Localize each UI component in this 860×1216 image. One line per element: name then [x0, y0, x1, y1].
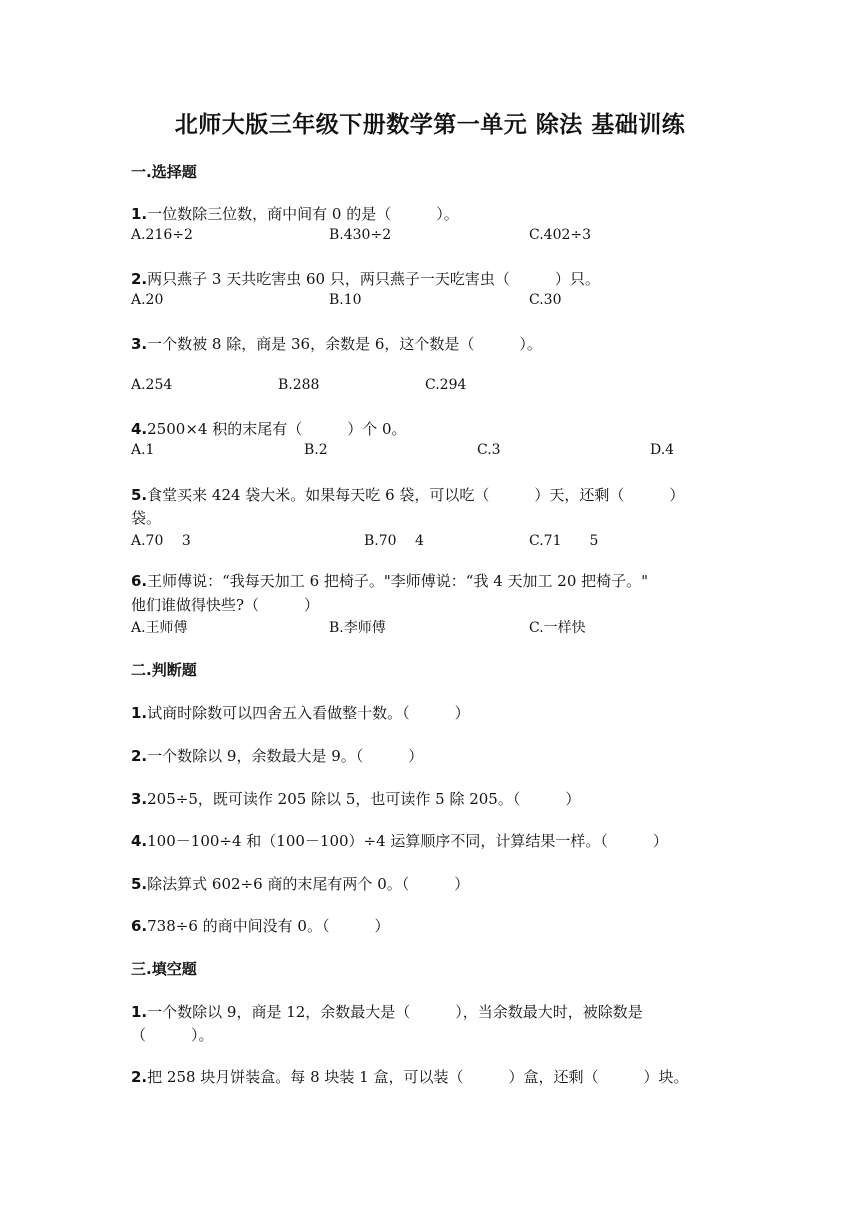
question-number: 4. — [131, 832, 148, 850]
section-heading-fill: 三.填空题 — [131, 960, 197, 978]
option-5c[interactable]: C.71 5 — [529, 533, 599, 549]
section-heading-judge: 二.判断题 — [131, 661, 197, 679]
choice-question-3 — [131, 333, 542, 354]
option-4b[interactable]: B.2 — [304, 442, 328, 458]
section-heading-choice: 一.选择题 — [131, 163, 197, 181]
fill-question-1-continued: （ ）。 — [131, 1026, 214, 1044]
question-text: 738÷6 的商中间没有 0。（ ） — [147, 917, 390, 935]
question-number: 5. — [131, 875, 148, 893]
question-text: 两只燕子 3 天共吃害虫 60 只，两只燕子一天吃害虫（ ）只。 — [147, 270, 600, 288]
option-1c[interactable]: C.402÷3 — [529, 227, 592, 243]
choice-question-6-continued: 他们谁做得快些?（ ） — [131, 596, 320, 614]
judge-question-3 — [131, 788, 580, 809]
question-text: 100－100÷4 和（100－100）÷4 运算顺序不同，计算结果一样。（ ） — [147, 832, 668, 850]
fill-question-2 — [131, 1066, 688, 1087]
question-number: 1. — [131, 1003, 148, 1021]
option-3c[interactable]: C.294 — [425, 377, 467, 393]
question-number: 3. — [131, 335, 148, 353]
judge-question-5 — [131, 873, 469, 894]
choice-question-1 — [131, 203, 459, 224]
option-1a[interactable]: A.216÷2 — [131, 227, 193, 243]
choice-question-6 — [131, 570, 648, 591]
option-3b[interactable]: B.288 — [278, 377, 320, 393]
option-4c[interactable]: C.3 — [477, 442, 501, 458]
question-number: 2. — [131, 1068, 148, 1086]
question-text: 一个数除以 9，商是 12，余数最大是（ ），当余数最大时，被除数是 — [147, 1003, 643, 1021]
judge-question-1 — [131, 702, 470, 723]
option-1b[interactable]: B.430÷2 — [329, 227, 392, 243]
question-number: 6. — [131, 917, 148, 935]
question-text: 一位数除三位数，商中间有 0 的是（ ）。 — [147, 205, 459, 223]
option-4d[interactable]: D.4 — [650, 442, 675, 458]
choice-question-2 — [131, 268, 600, 289]
option-2b[interactable]: B.10 — [329, 292, 362, 308]
choice-question-5 — [131, 484, 684, 505]
judge-question-4 — [131, 830, 668, 851]
option-5a[interactable]: A.70 3 — [131, 533, 191, 549]
question-text: 试商时除数可以四舍五入看做整十数。（ ） — [147, 704, 470, 722]
question-number: 3. — [131, 790, 148, 808]
question-number: 2. — [131, 747, 148, 765]
question-number: 6. — [131, 572, 148, 590]
question-text: 205÷5，既可读作 205 除以 5，也可读作 5 除 205。（ ） — [147, 790, 581, 808]
option-4a[interactable]: A.1 — [131, 442, 155, 458]
question-number: 5. — [131, 486, 148, 504]
choice-question-5-continued: 袋。 — [131, 509, 162, 527]
question-text: 2500×4 积的末尾有（ ）个 0。 — [147, 420, 407, 438]
question-text: 除法算式 602÷6 商的末尾有两个 0。（ ） — [147, 875, 470, 893]
page-title: 北师大版三年级下册数学第一单元 除法 基础训练 — [174, 112, 686, 138]
question-text: 一个数除以 9，余数最大是 9。（ ） — [147, 747, 424, 765]
option-3a[interactable]: A.254 — [131, 377, 173, 393]
question-text: 食堂买来 424 袋大米。如果每天吃 6 袋，可以吃（ ）天，还剩（ ） — [147, 486, 685, 504]
choice-question-4 — [131, 418, 407, 439]
question-text: 把 258 块月饼装盒。每 8 块装 1 盒，可以装（ ）盒，还剩（ ）块。 — [147, 1068, 689, 1086]
option-6b[interactable]: B.李师傅 — [329, 620, 386, 636]
question-number: 4. — [131, 420, 148, 438]
judge-question-2 — [131, 745, 423, 766]
option-5b[interactable]: B.70 4 — [364, 533, 424, 549]
question-text: 王师傅说：“我每天加工 6 把椅子。"李师傅说：“我 4 天加工 20 把椅子。" — [147, 572, 649, 590]
question-number: 1. — [131, 704, 148, 722]
option-6a[interactable]: A.王师傅 — [131, 620, 188, 636]
question-number: 1. — [131, 205, 148, 223]
question-number: 2. — [131, 270, 148, 288]
question-text: 一个数被 8 除，商是 36，余数是 6，这个数是（ ）。 — [147, 335, 542, 353]
fill-question-1 — [131, 1001, 643, 1022]
judge-question-6 — [131, 915, 389, 936]
option-2c[interactable]: C.30 — [529, 292, 562, 308]
option-6c[interactable]: C.一样快 — [529, 620, 586, 636]
option-2a[interactable]: A.20 — [131, 292, 164, 308]
